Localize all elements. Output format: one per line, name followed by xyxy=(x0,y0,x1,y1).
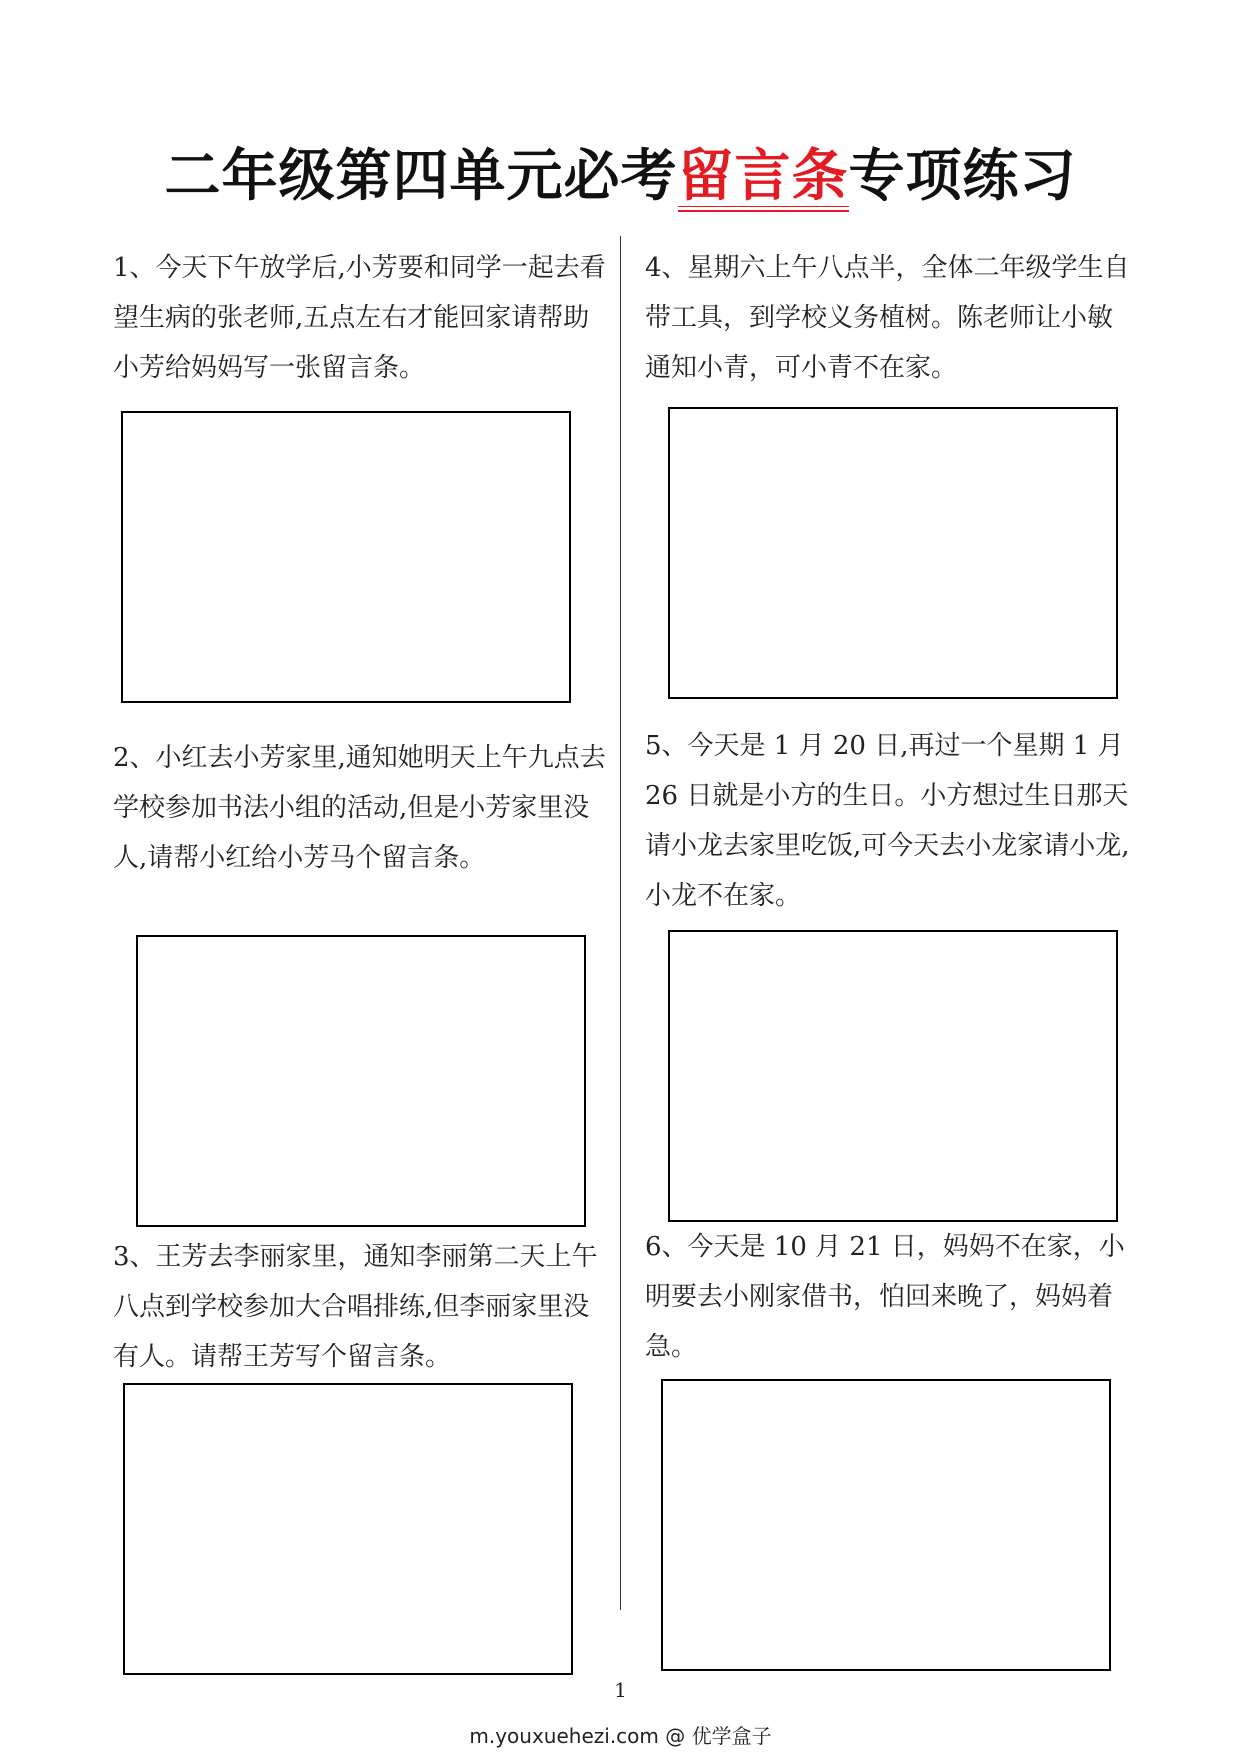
question-6: 6、今天是 10 月 21 日，妈妈不在家，小明要去小刚家借书，怕回来晚了，妈妈着急。 xyxy=(645,1232,1125,1362)
answer-box-5[interactable] xyxy=(668,930,1118,1222)
title-prefix: 二年级第四单元必考 xyxy=(164,144,678,209)
footer-watermark: m.youxuehezi.com @ 优学盒子 xyxy=(469,1724,772,1748)
answer-box-3[interactable] xyxy=(123,1383,573,1675)
page-number: 1 xyxy=(614,1678,627,1702)
answer-box-2[interactable] xyxy=(136,935,586,1227)
answer-box-6[interactable] xyxy=(661,1379,1111,1671)
answer-box-1[interactable] xyxy=(121,411,571,703)
page-title xyxy=(0,142,1241,212)
title-highlight: 留言条 xyxy=(678,142,849,212)
title-suffix: 专项练习 xyxy=(848,144,1077,209)
question-5: 5、今天是 1 月 20 日,再过一个星期 1 月 26 日就是小方的生日。小方想过生日那天请小龙去家里吃饭,可今天去小龙家请小龙,小龙不在家。 xyxy=(645,731,1130,911)
question-3: 3、王芳去李丽家里，通知李丽第二天上午八点到学校参加大合唱排练,但李丽家里没有人。请帮王芳写个留言条。 xyxy=(113,1242,598,1372)
question-2: 2、小红去小芳家里,通知她明天上午九点去学校参加书法小组的活动,但是小芳家里没人,请帮小红给小芳马个留言条。 xyxy=(113,743,606,873)
column-divider xyxy=(620,236,621,1610)
question-1: 1、今天下午放学后,小芳要和同学一起去看望生病的张老师,五点左右才能回家请帮助小芳给妈妈写一张留言条。 xyxy=(113,253,606,383)
answer-box-4[interactable] xyxy=(668,407,1118,699)
question-4: 4、星期六上午八点半，全体二年级学生自带工具，到学校义务植树。陈老师让小敏通知小青，可小青不在家。 xyxy=(645,253,1130,383)
